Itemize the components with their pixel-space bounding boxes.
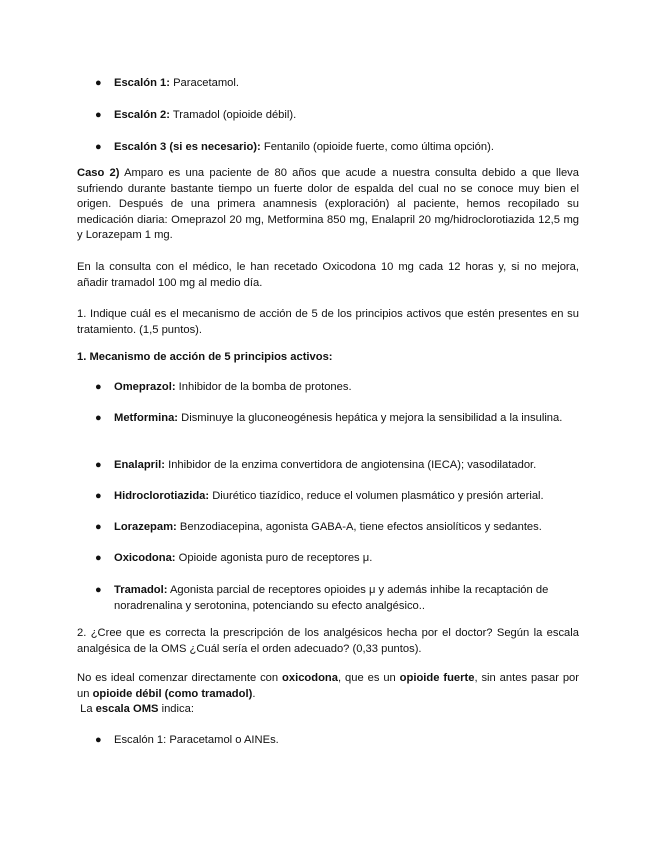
answer-2-text: , sin antes pasar por un — [77, 672, 580, 700]
list-item-text: Inhibidor de la bomba de protones. — [175, 381, 352, 393]
list-item-text: Opioide agonista puro de receptores μ. — [175, 552, 373, 564]
caso2-text: Amparo es una paciente de 80 años que acude a nuestra consulta debido a que lleva sufriendo durante bastante tiempo un fuerte dolor de espalda del cual no se conoce muy bien el origen. Después de una primera anamnesis (exploración) al paciente, hemos recopilado su medicación diaria: Omeprazol 20 mg, Metformina 850 mg, Enalapril 20 mg/hidroclorotiazida 12,5 mg y Lorazepam 1 mg. — [77, 167, 580, 242]
list-item-omeprazol — [95, 380, 579, 396]
caso2-label: Caso 2) — [77, 167, 120, 179]
list-item-text: Tramadol (opioide débil). — [169, 109, 297, 121]
list-item-text: Agonista parcial de receptores opioides μ y además inhibe la recaptación de noradrenalina y serotonina, potenciando su efecto analgésico.. — [114, 584, 549, 612]
list-item-tramadol — [95, 583, 579, 614]
list-item-escalon-3 — [95, 140, 579, 156]
bullet-dot: ● — [95, 552, 102, 564]
list-item-text: Paracetamol. — [169, 77, 239, 89]
bullet-dot: ● — [95, 521, 102, 533]
section-heading: 1. Mecanismo de acción de 5 principios activos: — [77, 351, 333, 363]
bullet-dot: ● — [95, 490, 102, 502]
bullet-dot: ● — [95, 734, 102, 746]
answer-2-text: , que es un — [338, 672, 400, 684]
bullet-dot: ● — [95, 459, 102, 471]
list-item-enalapril — [95, 458, 579, 474]
list-item-text: Fentanilo (opioide fuerte, como última opción). — [260, 141, 494, 153]
list-item-label: Escalón 2: — [114, 109, 170, 121]
list-item-text: Diurético tiazídico, reduce el volumen plasmático y presión arterial. — [209, 490, 544, 502]
consulta-paragraph: En la consulta con el médico, le han recetado Oxicodona 10 mg cada 12 horas y, si no mejora, añadir tramadol 100 mg al medio día. — [77, 261, 579, 289]
list-item-text: Benzodiacepina, agonista GABA-A, tiene efectos ansiolíticos y sedantes. — [176, 521, 542, 533]
question-2: 2. ¿Cree que es correcta la prescripción de los analgésicos hecha por el doctor? Según la escala analgésica de la OMS ¿Cuál sería el orden adecuado? (0,33 puntos). — [77, 627, 579, 655]
list-item-oxicodona — [95, 551, 579, 567]
bullet-dot: ● — [95, 381, 102, 393]
list-item-label: Escalón 1: — [114, 77, 170, 89]
list-item-label: Oxicodona: — [114, 552, 176, 564]
caso2-paragraph — [77, 166, 579, 244]
bullet-dot: ● — [95, 109, 102, 121]
answer-2-text: No es ideal comenzar directamente con — [77, 672, 283, 684]
list-item-label: Tramadol: — [114, 584, 168, 596]
bullet-dot: ● — [95, 141, 102, 153]
answer-2-bold: opioide fuerte — [399, 672, 475, 684]
bullet-dot: ● — [95, 77, 102, 89]
list-item-hidroclorotiazida — [95, 489, 579, 505]
list-item-label: Omeprazol: — [114, 381, 176, 393]
list-item-escalon-1 — [95, 76, 579, 92]
escala-bold: escala OMS — [95, 703, 159, 715]
list-item-label: Metformina: — [114, 412, 179, 424]
answer-2-paragraph — [77, 671, 579, 702]
answer-2-text: . — [252, 687, 256, 700]
list-item-label: Hidroclorotiazida: — [114, 490, 210, 502]
escala-text: indica: — [158, 703, 194, 715]
escala-text: La — [77, 703, 96, 715]
escala-paragraph — [77, 702, 579, 718]
list-item-label: Enalapril: — [114, 459, 165, 471]
list-item-text: Inhibidor de la enzima convertidora de angiotensina (IECA); vasodilatador. — [164, 459, 537, 471]
list-item-text: Disminuye la gluconeogénesis hepática y mejora la sensibilidad a la insulina. — [178, 412, 563, 424]
list-item-text: Escalón 1: Paracetamol o AINEs. — [114, 734, 279, 746]
bullet-dot: ● — [95, 584, 102, 596]
list-item-escalon-2 — [95, 108, 579, 124]
question-1: 1. Indique cuál es el mecanismo de acción de 5 de los principios activos que estén presentes en su tratamiento. (1,5 puntos). — [77, 308, 579, 336]
answer-2-bold: opioide débil (como tramadol) — [92, 687, 253, 700]
bullet-dot: ● — [95, 412, 102, 424]
list-item-escalon-1-aines — [95, 733, 579, 749]
answer-2-bold: oxicodona — [282, 672, 338, 684]
list-item-label: Escalón 3 (si es necesario): — [114, 141, 261, 153]
list-item-metformina — [95, 411, 579, 427]
list-item-lorazepam — [95, 520, 579, 536]
list-item-label: Lorazepam: — [114, 521, 177, 533]
